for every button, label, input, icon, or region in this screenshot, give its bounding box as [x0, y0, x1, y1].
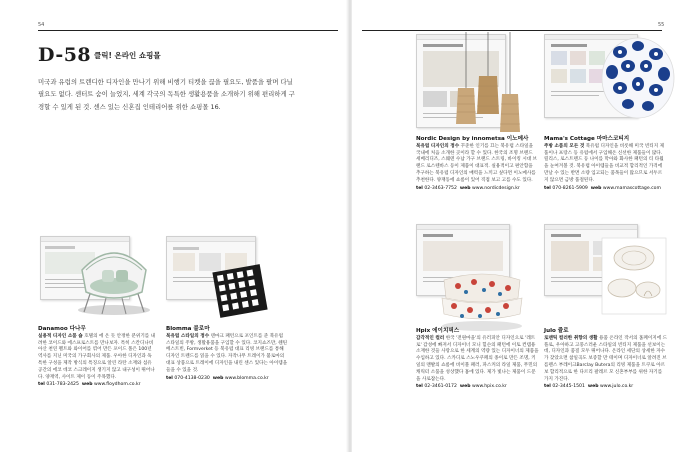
shop-web-link[interactable]: www.julo.co.kr	[599, 384, 634, 390]
shop-name: Nordic Design by innometsa 이노메사	[416, 136, 529, 142]
blomma-entry	[166, 326, 288, 382]
shop-name: Blomma 블로마	[166, 326, 210, 332]
shop-tel: 02-3445-1501	[552, 384, 585, 390]
shop-description: 용품 온라인 작서의 홈페이지에 드 플로, 우아하고 고풍스러운 스타일의 빈티지 제품을 선보이는데, 디자인과 품질 모두 뛰어나다. 온라인 세단의 상세한 자수가 찾았으면 참일곡도 보증할 만 테이며 디자이너로 알려진 브를렌스 부레이크Barclay Butera의 리빙 제품을 트쿠로 아르보 합리적으로 한 다르리 팔레르 모 신혼부부를 위한 자기를 가지 가진다.	[544, 335, 668, 382]
shop-contact: tel 02-3445-1501 web www.julo.co.kr	[544, 384, 634, 390]
shop-web-link[interactable]: www.floydhom.co.kr	[93, 382, 141, 388]
shop-contact: tel 070-4138-0230 web www.blomma.co.kr	[166, 375, 269, 381]
page-number-left: 54	[38, 22, 45, 28]
blomma-trivet-image	[208, 262, 272, 320]
shop-headline: 북유럽 디자인의 정수	[416, 143, 460, 149]
shop-name: Hpix 에이치픽스	[416, 328, 460, 334]
mamas-cottage-entry	[544, 136, 666, 192]
shop-web-link[interactable]: www.mamascottage.com	[602, 185, 661, 191]
shop-headline: 주방 소품의 모든 것	[544, 143, 585, 149]
shop-description: 한국 '전원마을'의 유러피안 디자인으로 '레트로' 감성에 빠져서 디자이너 모니 힐슨의 패턴에 이토 컨템용 소재한 것들 사랑으로 한 세계의 역량 있는 디자이너의 제품을 수입하고 있다. 스카디로 스노우쿠페의 종이로 만든 조명, 키일의 맨발의 쇼룸에 비이블 패러, 파스커의 라일 제품, 무민의 캐릭터 소품을 성상했다 홈에 있다. 제가 빛나는 제품이 드문을 사로잡는다.	[416, 335, 539, 382]
shop-tel: 031-783-2425	[46, 382, 79, 388]
shop-tel: 02-3461-0172	[424, 384, 457, 390]
shop-description: 북유럽 디자인을 비롯해 미국 빈티지 제품이나 프랑스 등 유럽에서 구입해온 신선한 제품들이 많다. 릴리스, 로스트랜드 등 나이를 막아와 화사한 패턴의 티 타월을 눈여겨볼 것. 북유럽 아이템들을 비교적 합리적인 가격에 만날 수 있는 반면 소량 입고되는 품목들이 많으므로 서두르지 않으면 금방 품절된다.	[544, 143, 665, 183]
shop-tel: 070-4138-0230	[174, 375, 210, 381]
shop-headline: 감각적인 컬러	[416, 335, 445, 341]
shop-contact: tel 031-783-2425 web www.floydhom.co.kr	[38, 382, 141, 388]
shop-web-link[interactable]: www.nordicdesign.kr	[471, 185, 520, 191]
shop-tel: 02-3463-7752	[424, 185, 457, 191]
section-title: 클릭! 온라인 쇼핑몰	[94, 51, 161, 60]
shop-description: 덴마크 패턴으로 포인트를 준 북유럽 스타일의 주방, 생활용품을 구입할 수 있다. 코지쇼즈만, 웬틴 베스트빈, Formverket 등 북유럽 대표 리빙 브랜드를 통해 디자인 트렌드를 읽을 수 있다. 자작나무 트레이가 불로마의 대표 상품으로 트레이에 디자인을 내린 센스 있다는 아이템을 들을 수 있을 것.	[166, 333, 288, 373]
mamas-cottage-plate-image	[598, 30, 678, 124]
shop-tel: 070-8261-5909	[552, 185, 588, 191]
shop-description: 호텔의 에 온 듯 안정한 분위기를 내려한 코이드와 에스프로스트를 만나보자. 특히 스칸디나비아산 천연 펠트와 와이어를 엮어 만든 포이드 폴은 100년 역사를 지닌 미국의 가구회사의 제품. 우아한 디자인과 독특한 구성을 제작 방식의 특징으로 알린 라탄 소재와 섬유 공간의 에코 데코 스크레이지 생기지 않고 내구성이 뛰어나다. 양재역, 사이트 제이 동이 주목했다.	[38, 333, 156, 380]
shop-name: Danamoo 다나무	[38, 326, 86, 332]
left-page	[0, 0, 348, 452]
julo-entry	[544, 328, 668, 391]
hpix-entry	[416, 328, 540, 391]
page-number-right: 55	[658, 22, 665, 28]
shop-name: Julo 쥴로	[544, 328, 569, 334]
intro-paragraph: 미국과 유럽의 트렌디한 디자인을 만나기 위해 비행기 티켓을 끊을 필요도, 발품을 팔며 다닐 필요도 없다. 센터트 숨이 늘었지, 세계 각국의 독특한 생활용품을 소개하기 위해 편리하게 구경할 수 있게 된 것. 센스 있는 신혼집 인테리어를 위한 쇼핑몰 16.	[38, 78, 295, 111]
shop-web-link[interactable]: www.blomma.co.kr	[224, 375, 269, 381]
shop-description: 꾸준한 인기를 끄는 북유럽 스타일을 국내에 처음 소개한 곳이라 할 수 있다. 한국의 조명 브랜드 세베리디즈, 스웨덴 수납 가구 브랜드 스트링, 바이킹 시대 브랜드 로스텐바스 등이 제품이 대표적. 실용적이고 편안함을 추구하는 북유럽 디자인의 매력을 느끼고 싶다면 이노메사를 추천한다. 양재동에 쇼룸이 있어 직접 보고 고를 수도 있다.	[416, 143, 538, 183]
right-page	[352, 0, 700, 452]
section-code: D-58	[38, 44, 92, 66]
shop-headline: 실용적 디자인 소품 숍	[38, 333, 83, 339]
shop-contact: tel 02-3461-0172 web www.hpix.co.kr	[416, 384, 507, 390]
hpix-textiles-image	[438, 258, 526, 332]
shop-contact: tel 070-8261-5909 web www.mamascottage.com	[544, 185, 661, 191]
julo-dinnerware-image	[592, 232, 676, 322]
shop-headline: 북유럽 스타일의 정수	[166, 333, 210, 339]
shop-contact: tel 02-3463-7752 web www.nordicdesign.kr	[416, 185, 520, 191]
danamoo-chair-image	[72, 240, 156, 318]
nordic-pendant-lamps-image	[452, 32, 524, 136]
shop-headline: 로맨틱 컬러한 취향의 생활	[544, 335, 598, 341]
shop-name: Mama's Cottage 마마스코티지	[544, 136, 630, 142]
header-rule	[38, 30, 338, 31]
shop-web-link[interactable]: www.hpix.co.kr	[471, 384, 507, 390]
danamoo-entry	[38, 326, 156, 389]
nordic-design-entry	[416, 136, 538, 192]
